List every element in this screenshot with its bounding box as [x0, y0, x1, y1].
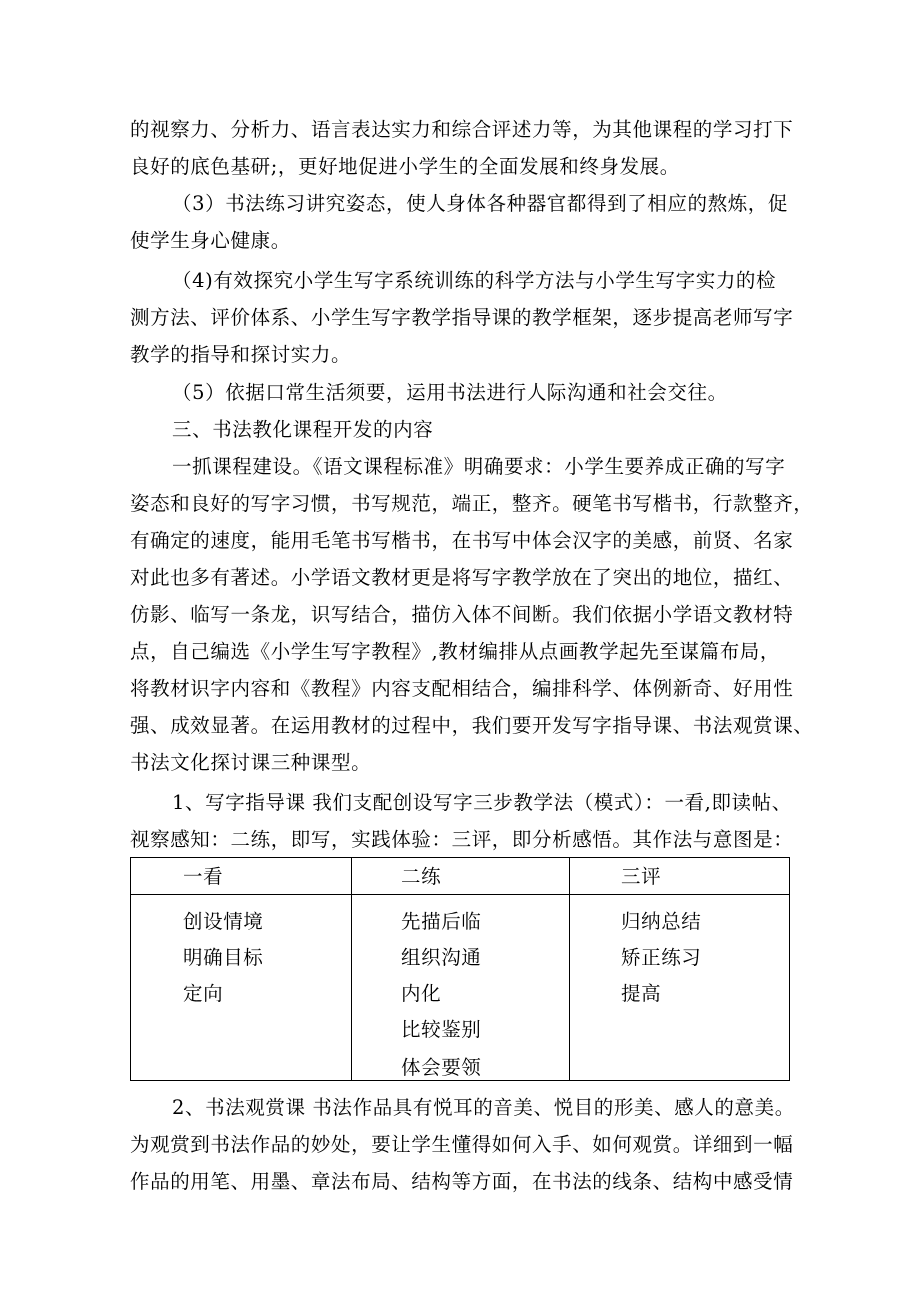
paragraph-line: 使学生身心健康。 [130, 229, 291, 252]
section-heading: 三、书法教化课程开发的内容 [172, 418, 434, 441]
paragraph-line: 将教材识字内容和《教程》内容支配相结合，编排科学、体例新奇、好用性 [130, 677, 794, 700]
paragraph-line: 书法文化探讨课三种课型。 [130, 751, 372, 774]
table-cell: 体会要领 [401, 1056, 482, 1079]
table-cell: 内化 [401, 982, 442, 1005]
method-table [130, 857, 790, 1081]
table-cell: 矫正练习 [621, 946, 702, 969]
table-cell: 比较鉴别 [401, 1018, 482, 1041]
paragraph-line: 仿影、临写一条龙，识写结合，描仿入体不间断。我们依据小学语文教材特 [130, 603, 794, 626]
paragraph-line: 有确定的速度，能用毛笔书写楷书，在书写中体会汉字的美感，前贤、名家 [130, 529, 794, 552]
paragraph-line: 教学的指导和探讨实力。 [130, 343, 352, 366]
paragraph-line: 2、书法观赏课 书法作品具有悦耳的音美、悦目的形美、感人的意美。 [172, 1096, 795, 1119]
paragraph-line: 姿态和良好的写字习惯，书写规范，端正，整齐。硬笔书写楷书，行款整齐， [130, 492, 814, 515]
table-cell: 提高 [621, 982, 662, 1005]
paragraph-line: 为观赏到书法作品的妙处，要让学生懂得如何入手、如何观赏。详细到一幅 [130, 1133, 794, 1156]
paragraph-line: 强、成效显著。在运用教材的过程中，我们要开发写字指导课、书法观赏课、 [130, 714, 814, 737]
table-header: 三评 [621, 865, 662, 888]
paragraph-line: （5）依据口常生活须要，运用书法进行人际沟通和社会交往。 [172, 381, 728, 404]
paragraph-line: 对此也多有著述。小学语文教材更是将写字教学放在了突出的地位，描红、 [130, 566, 794, 589]
paragraph-line: （4)有效探究小学生写字系统训练的科学方法与小学生写字实力的检 [172, 269, 777, 292]
table-cell: 定向 [183, 982, 224, 1005]
paragraph-line: （3）书法练习讲究姿态，使人身体各种器官都得到了相应的熬炼，促 [172, 192, 789, 215]
table-cell: 组织沟通 [401, 946, 482, 969]
paragraph-line: 视察感知：二练，即写，实践体验：三评，即分析感悟。其作法与意图是： [130, 828, 794, 851]
table-divider [569, 858, 570, 1080]
table-cell: 先描后临 [401, 910, 482, 933]
table-divider [351, 858, 352, 1080]
paragraph-line: 作品的用笔、用墨、章法布局、结构等方面，在书法的线条、结构中感受情 [130, 1170, 794, 1193]
table-header-divider [131, 894, 789, 895]
table-cell: 创设情境 [183, 910, 264, 933]
paragraph-line: 点，自己编选《小学生写字教程》,教材编排从点画教学起先至谋篇布局， [130, 640, 780, 663]
paragraph-line: 1、写字指导课 我们支配创设写字三步教学法（模式）：一看,即读帖、 [172, 791, 792, 814]
table-header: 一看 [183, 865, 224, 888]
paragraph-line: 一抓课程建设。《语文课程标准》明确要求：小学生要养成正确的写字 [172, 455, 786, 478]
paragraph-line: 的视察力、分析力、语言表达实力和综合评述力等，为其他课程的学习打下 [130, 118, 794, 141]
table-cell: 归纳总结 [621, 910, 702, 933]
table-cell: 明确目标 [183, 946, 264, 969]
paragraph-line: 测方法、评价体系、小学生写字教学指导课的教学框架，逐步提高老师写字 [130, 306, 794, 329]
table-header: 二练 [401, 865, 442, 888]
paragraph-line: 良好的底色基研;，更好地促进小学生的全面发展和终身发展。 [130, 155, 680, 178]
